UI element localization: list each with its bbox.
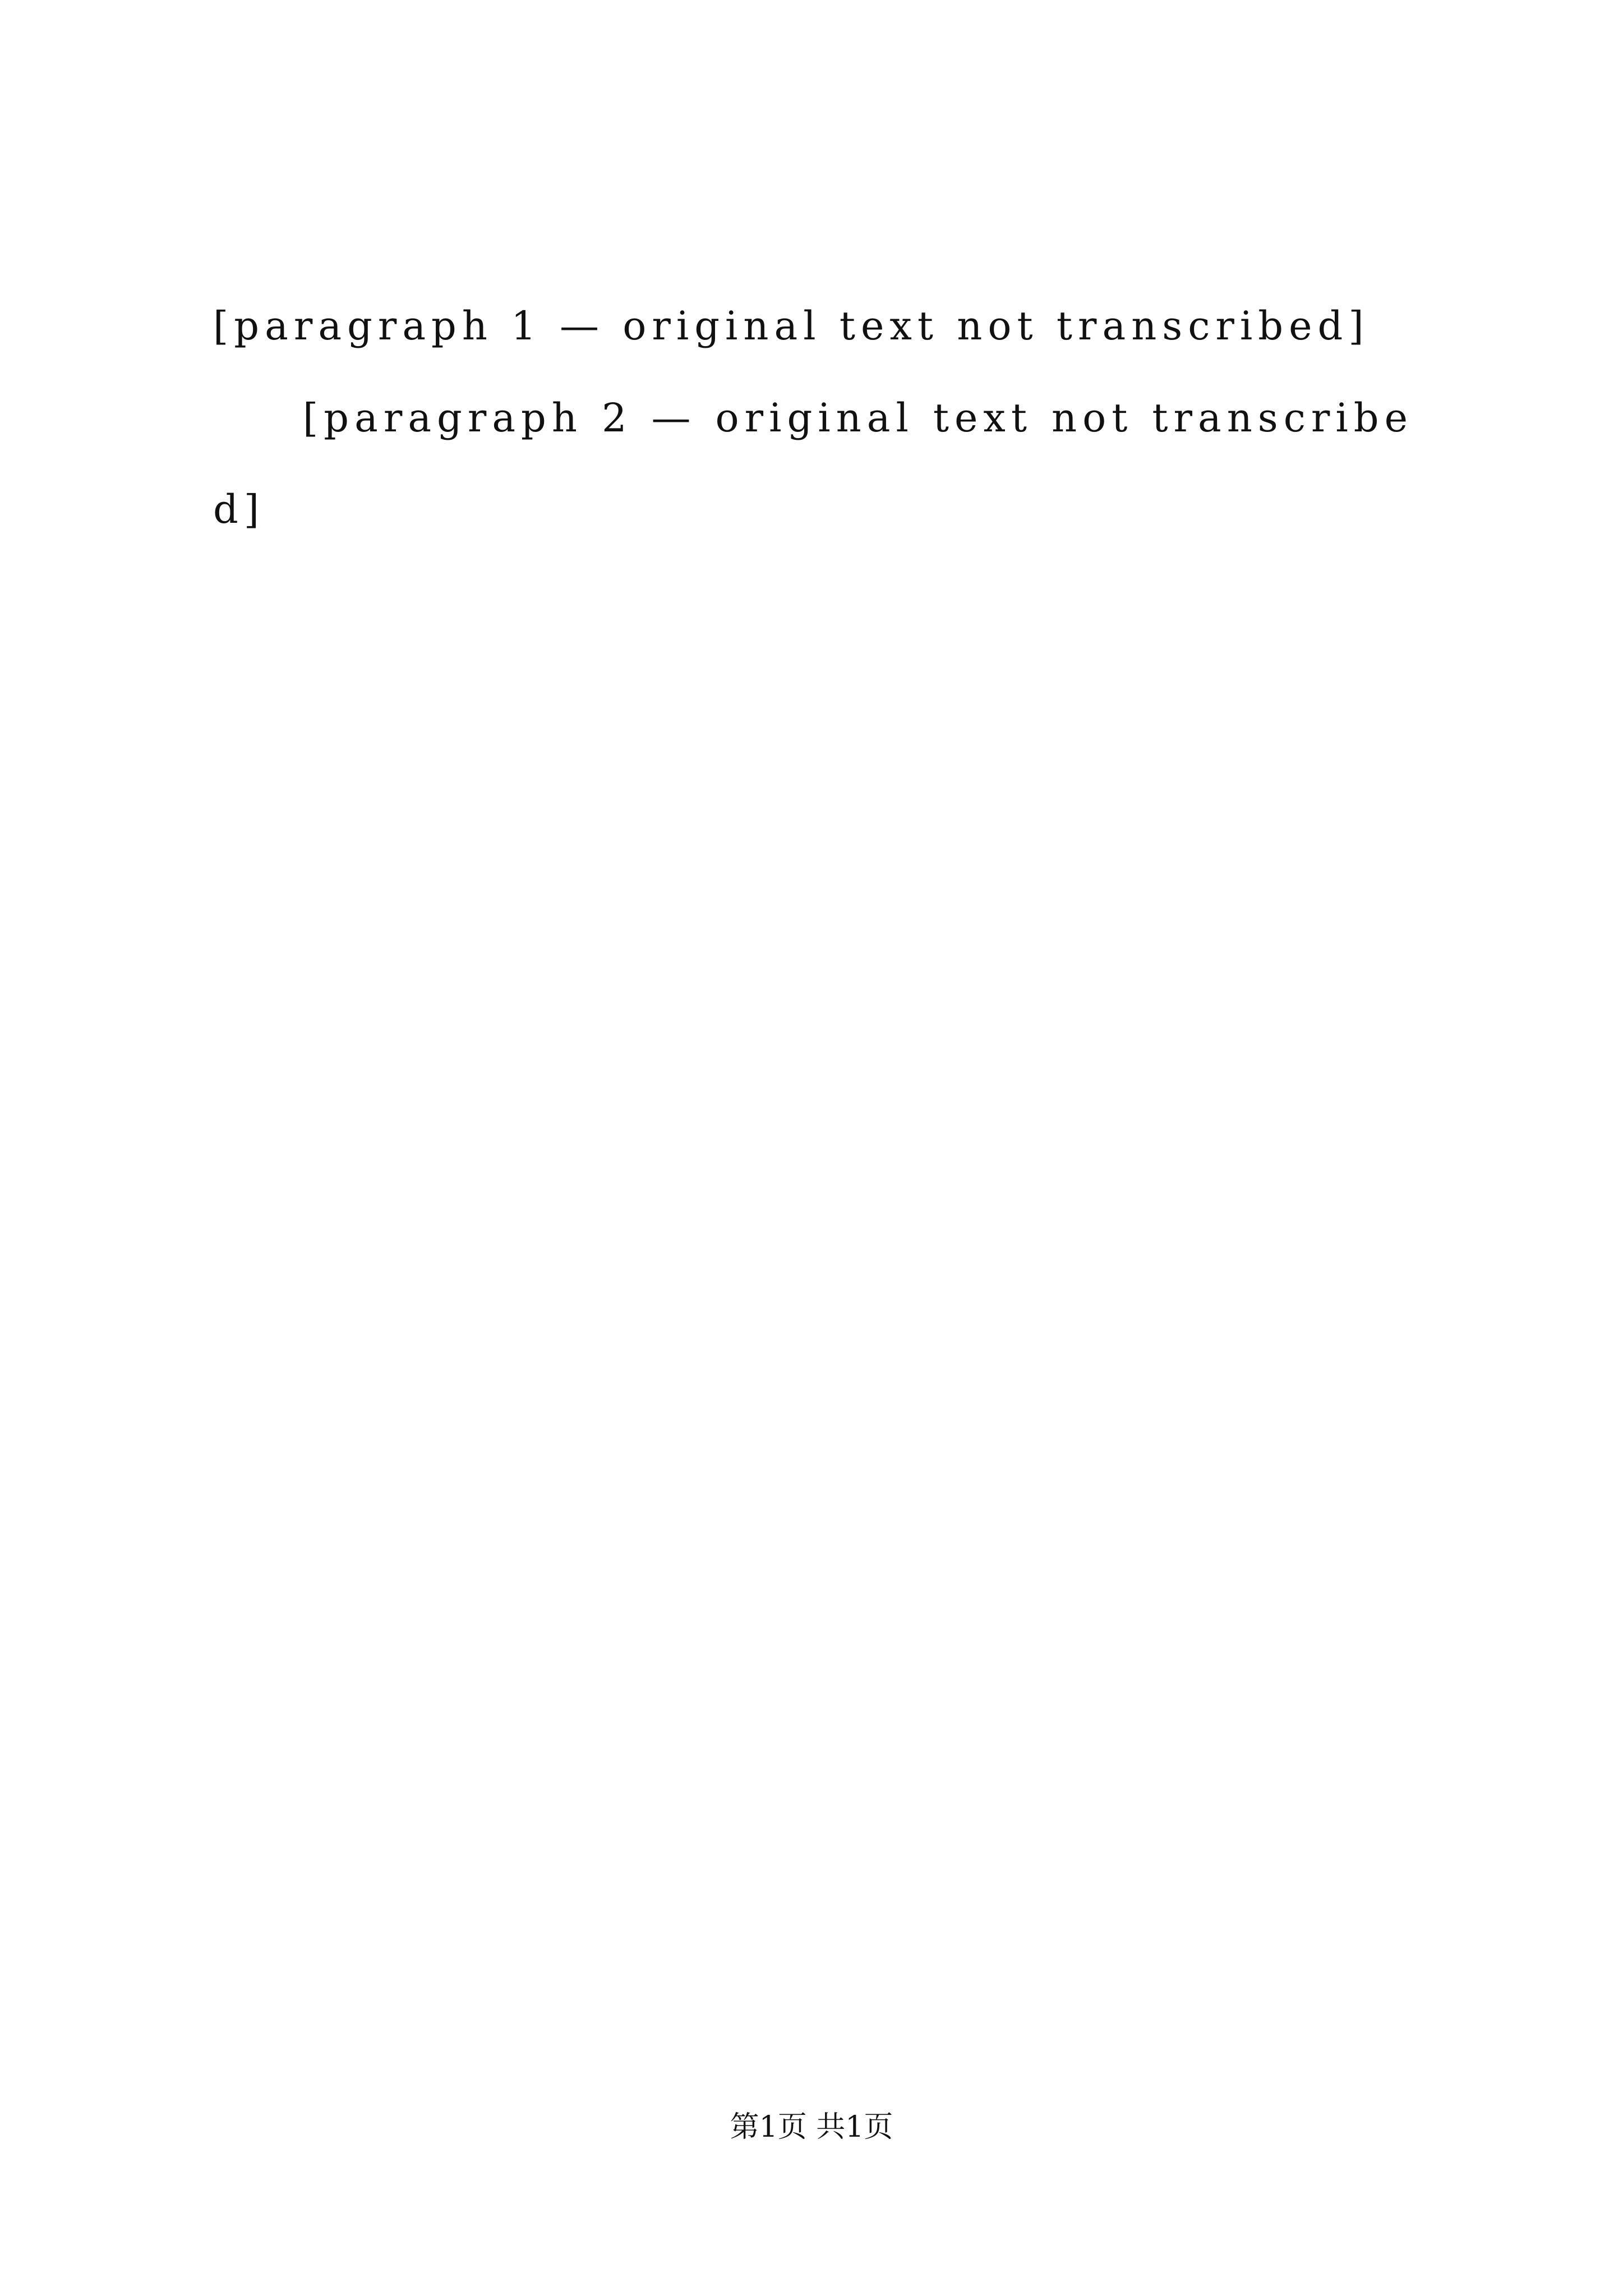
paragraph: [paragraph 2 — original text not transcribed]	[213, 394, 1413, 532]
body-text	[213, 280, 1413, 556]
page-footer: 第1页 共1页	[730, 2110, 893, 2144]
paragraph: [paragraph 1 — original text not transcribed]	[213, 303, 1370, 349]
